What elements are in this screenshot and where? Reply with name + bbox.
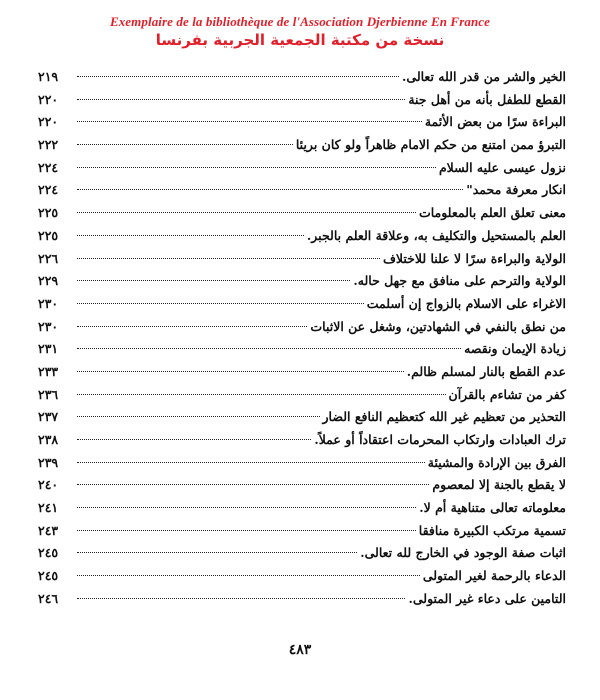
toc-entry-title: ترك العبادات وارتكاب المحرمات اعتقاداً أو عملاً. [314,432,566,447]
toc-dot-leader [77,439,311,440]
toc-entry [38,565,566,588]
toc-entry-page: ٢٢٥ [38,227,59,243]
toc-entry-title: القطع للطفل بأنه من أهل جنة [408,91,566,107]
toc-entry-page: ٢٤٦ [38,590,59,606]
toc-entry-page: ٢٤٠ [38,477,59,493]
toc-entry-title: من نطق بالنفي في الشهادتين، وشغل عن الاثبات [310,318,566,334]
toc-dot-leader [77,575,420,576]
toc-entry-title: زيادة الإيمان ونقصه [464,341,566,357]
toc-entry [38,361,566,384]
toc-entry-page: ٢٢٥ [38,205,59,221]
toc-dot-leader [77,76,399,77]
toc-entry [38,452,566,475]
toc-entry [38,157,566,180]
toc-entry-title: عدم القطع بالنار لمسلم ظالم. [406,363,566,379]
toc-entry-page: ٢٣١ [38,341,59,357]
toc-entry-page: ٢٣٠ [38,295,59,311]
toc-dot-leader [77,326,307,327]
toc-entry-page: ٢٢٠ [38,91,59,107]
toc-entry [38,384,566,407]
toc-entry [38,474,566,497]
toc-entry-page: ٢٤٥ [38,568,59,584]
toc-entry-page: ٢٤٣ [38,522,59,538]
page-number: ٤٨٣ [288,642,312,658]
toc-entry-page: ٢٣٠ [38,318,59,334]
toc-entry-page: ٢٣٣ [38,363,59,379]
toc-entry [38,338,566,361]
toc-entry-title: الفرق بين الإرادة والمشيئة [427,454,566,470]
toc-entry-page: ٢٤٥ [38,545,59,561]
toc-entry [38,542,566,565]
toc-entry-title: التامين على دعاء غير المتولى. [408,590,566,606]
toc-entry [38,225,566,248]
toc-entry [38,111,566,134]
toc-entry-page: ٢٢٤ [38,182,59,198]
toc-dot-leader [77,507,416,508]
toc-dot-leader [77,484,429,485]
toc-entry-page: ٢٢٦ [38,250,59,266]
toc-entry-page: ٢٣٧ [38,409,59,425]
toc-dot-leader [77,212,416,213]
toc-dot-leader [77,348,461,349]
toc-entry [38,497,566,520]
toc-entry-title: الولاية والبراءة سرًا لا علنا للاختلاف [382,250,566,266]
toc-entry-page: ٢٢٠ [38,114,59,130]
toc-entry-page: ٢٢٢ [38,137,59,153]
toc-dot-leader [77,235,304,236]
stamp-arabic-text: نسخة من مكتبة الجمعية الجربية بفرنسا [155,31,445,49]
toc-entry-title: التحذير من تعظيم غير الله كتعظيم النافع الضار [322,409,566,425]
toc-entry [38,179,566,202]
toc-entry [38,429,566,452]
toc-entry-page: ٢١٩ [38,69,59,84]
toc-entry [38,89,566,112]
toc-entry [38,248,566,271]
toc-dot-leader [77,121,422,122]
toc-dot-leader [77,552,357,553]
toc-entry-title: انكار معرفة محمد" [466,182,566,198]
toc-entry [38,588,566,611]
toc-entry [38,406,566,429]
table-of-contents [38,66,566,611]
stamp-latin-text: Exemplaire de la bibliothèque de l'Association Djerbienne En France [109,14,491,29]
toc-entry-title: معلوماته تعالى متناهية أم لا. [419,500,566,516]
toc-entry-page: ٢٢٤ [38,159,59,175]
toc-entry-title: كفر من تشاءم بالقرآن [448,386,566,402]
toc-entry-title: البراءة سرًا من بعض الأئمة [424,114,566,130]
toc-dot-leader [77,280,350,281]
toc-entry-title: لا يقطع بالجنة إلا لمعصوم [432,477,566,493]
toc-entry-title: الدعاء بالرحمة لغير المتولى [422,568,566,584]
toc-dot-leader [77,462,425,463]
toc-dot-leader [77,530,416,531]
toc-entry-page: ٢٣٨ [38,432,59,447]
toc-entry-title: معنى تعلق العلم بالمعلومات [418,205,566,221]
toc-entry [38,202,566,225]
toc-entry-title: الخير والشر من قدر الله تعالى. [402,69,566,84]
toc-entry-title: العلم بالمستحيل والتكليف به، وعلاقة العلم بالجبر. [306,227,566,243]
toc-dot-leader [77,598,405,599]
toc-entry-page: ٢٣٦ [38,386,59,402]
toc-entry-title: تسمية مرتكب الكبيرة منافقا [418,522,566,538]
toc-dot-leader [77,189,463,190]
toc-dot-leader [77,258,380,259]
toc-entry-title: الاغراء على الاسلام بالزواج إن أسلمت [366,295,566,311]
toc-entry-title: التبرؤ ممن امتنع من حكم الامام ظاهراً ولو كان بريئا [295,137,566,153]
toc-entry-title: نزول عيسى عليه السلام [438,159,566,175]
toc-entry-title: اثبات صفة الوجود في الخارج لله تعالى. [360,545,566,561]
toc-entry-title: الولاية والترحم على منافق مع جهل حاله. [353,273,566,289]
toc-entry-page: ٢٤١ [38,500,59,516]
toc-dot-leader [77,416,320,417]
toc-entry [38,293,566,316]
toc-dot-leader [77,167,436,168]
toc-entry [38,66,566,89]
toc-entry [38,520,566,543]
toc-dot-leader [77,144,293,145]
toc-dot-leader [77,303,364,304]
toc-dot-leader [77,394,446,395]
toc-entry [38,316,566,339]
toc-entry [38,270,566,293]
toc-entry-page: ٢٢٩ [38,273,59,289]
toc-entry [38,134,566,157]
toc-dot-leader [77,99,405,100]
library-stamp [0,14,600,49]
toc-dot-leader [77,371,404,372]
toc-entry-page: ٢٣٩ [38,454,59,470]
